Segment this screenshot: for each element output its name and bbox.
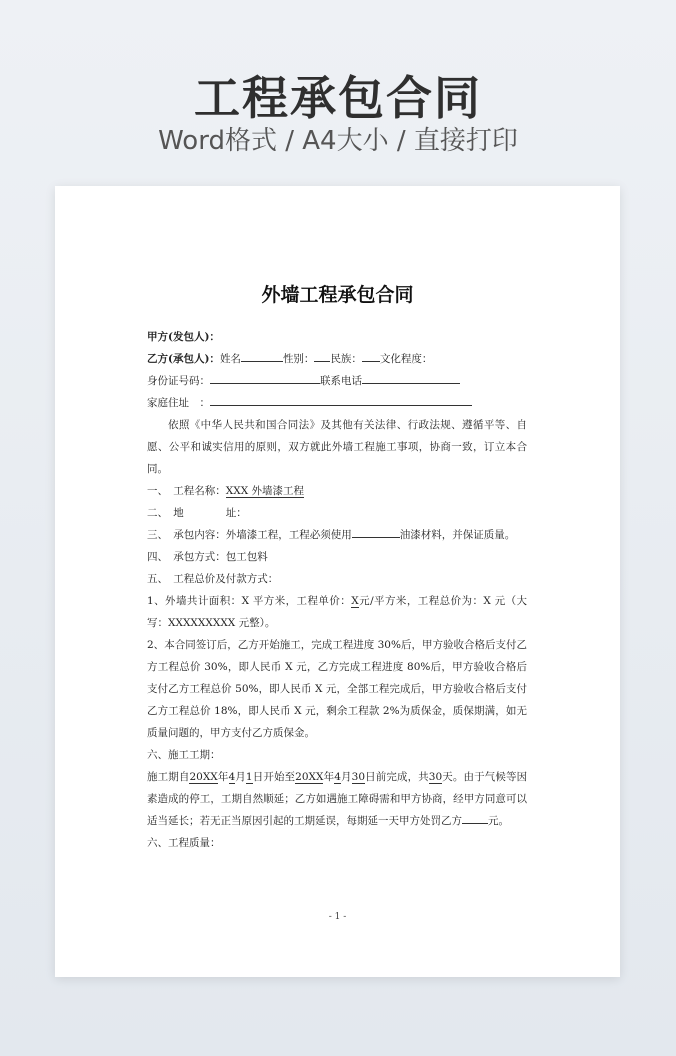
item1-label: 一、 工程名称： (147, 485, 226, 497)
name-blank (241, 349, 283, 362)
sched-t4: 日开始至 (252, 771, 296, 783)
end-year: 20XX (295, 771, 324, 783)
party-b-line (147, 348, 527, 370)
item-project-name (147, 480, 527, 502)
start-day: 1 (245, 771, 253, 783)
phone-label: 联系电话 (320, 375, 362, 387)
sched-t5: 年 (323, 771, 335, 783)
payment-1 (147, 590, 527, 634)
paint-blank (352, 525, 400, 538)
education-label: 文化程度： (379, 353, 433, 365)
id-blank (210, 371, 320, 384)
item3-post: 油漆材料，并保证质量。 (399, 529, 516, 541)
item-price: 五、 工程总价及付款方式： (147, 573, 279, 585)
phone-blank (362, 371, 460, 384)
end-day: 30 (351, 771, 366, 783)
address-label: 家庭住址 ： (147, 397, 210, 409)
sched-t1: 施工期自 (147, 771, 190, 783)
banner-title: 工程承包合同 (194, 71, 482, 125)
item-address: 二、 地 址： (147, 507, 247, 519)
id-label: 身份证号码： (147, 375, 210, 387)
item-scope (147, 524, 527, 546)
party-b-label: 乙方(承包人)： (147, 353, 220, 365)
gender-label: 性别： (282, 353, 315, 365)
item-quality: 六、工程质量： (147, 837, 221, 849)
sched-t3: 月 (235, 771, 246, 783)
penalty-blank (462, 811, 488, 824)
sched-rest-pre: 由于气候等因素造成的停工，工期自然顺延；乙方如遇施工障碍需和甲方协商，经甲方同意可以适当延长；若无正当原因引起的工期延误，每期延一天甲方处罚乙方 (147, 771, 528, 827)
pay1-value: X (351, 595, 359, 607)
end-month: 4 (334, 771, 341, 783)
start-year: 20XX (189, 771, 218, 783)
sched-t8: 天。 (442, 771, 464, 783)
sched-t2: 年 (217, 771, 229, 783)
sched-rest-post: 元。 (488, 815, 509, 827)
gender-blank (314, 349, 330, 362)
sched-t7: 日前完成，共 (365, 771, 429, 783)
document-body (147, 326, 527, 854)
total-days: 30 (428, 771, 443, 783)
item-method: 四、 承包方式：包工包料 (147, 551, 268, 563)
item1-value: XXX 外墙漆工程 (225, 485, 305, 497)
address-line (147, 392, 527, 414)
party-a-line (147, 326, 527, 348)
id-line (147, 370, 527, 392)
item3-pre: 三、 承包内容：外墙漆工程，工程必须使用 (147, 529, 352, 541)
document-page (55, 186, 620, 977)
schedule-paragraph (147, 766, 527, 832)
item-schedule: 六、施工工期： (147, 749, 221, 761)
intro-paragraph: 依照《中华人民共和国合同法》及其他有关法律、行政法规、遵循平等、自愿、公平和诚实信用的原则，双方就此外墙工程施工事项，协商一致，订立本合同。 (147, 419, 527, 475)
start-month: 4 (228, 771, 236, 783)
document-title: 外墙工程承包合同 (261, 284, 414, 306)
payment-2: 2、本合同签订后，乙方开始施工，完成工程进度 30%后，甲方验收合格后支付乙方工程总价 30%，即人民币 X 元，乙方完成工程进度 80%后，甲方验收合格后支付乙方工程总价 50%，即人民币 X 元，全部工程完成后，甲方验收合格后支付乙方工程总价 18%，即人民币 X 元，剩余工程款 2%为质保金，质保期满，如无质量问题的，甲方支付乙方质保金。 (147, 639, 527, 739)
pay1-pre: 1、外墙共计面积：X 平方米，工程单价： (147, 595, 352, 607)
pay1-post: 元/平方米，工程总价为：X 元（大写：XXXXXXXXX 元整）。 (147, 595, 527, 629)
page-number: - 1 - (328, 912, 347, 922)
ethnicity-blank (362, 349, 380, 362)
name-label: 姓名 (219, 353, 241, 365)
sched-t6: 月 (340, 771, 352, 783)
banner-subtitle: Word格式 / A4大小 / 直接打印 (158, 126, 518, 156)
ethnicity-label: 民族： (330, 353, 362, 365)
address-blank (210, 393, 472, 406)
party-a-label: 甲方(发包人)： (147, 331, 220, 343)
